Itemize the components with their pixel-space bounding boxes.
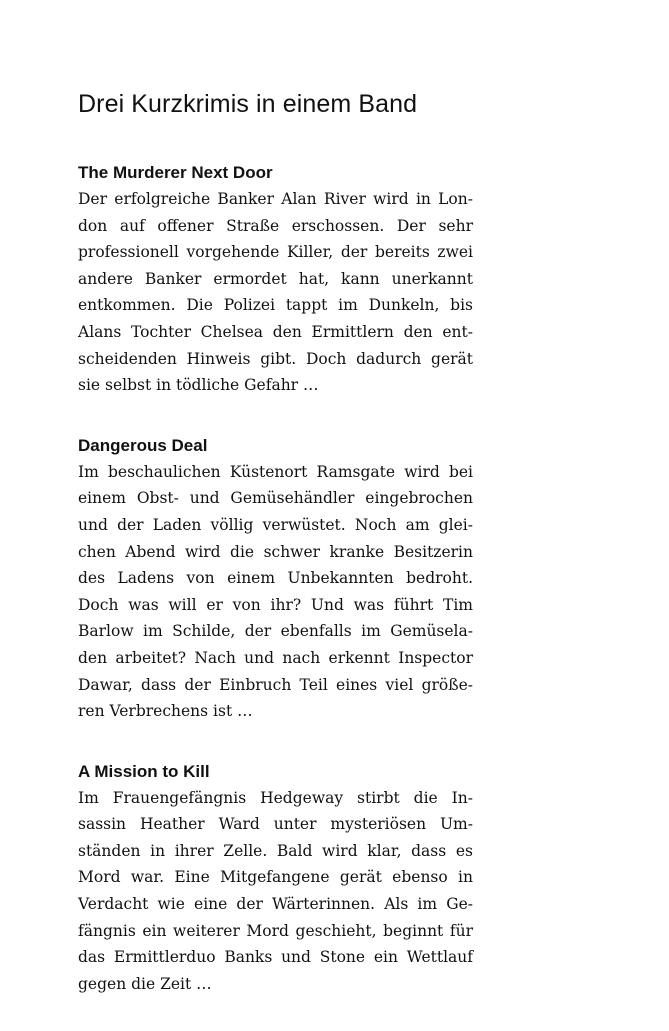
story-text-line: Im beschaulichen Küstenort Ramsgate wird bei <box>78 462 473 481</box>
story-dangerous-deal <box>78 433 473 725</box>
story-text-line: fängnis ein weiterer Mord geschieht, beginnt für <box>78 921 473 940</box>
story-text-line: entkommen. Die Polizei tappt im Dunkeln, bis <box>78 296 473 315</box>
story-text-line: ren Verbrechens ist … <box>78 702 253 721</box>
story-text-line: Verdacht wie eine der Wärterinnen. Als im Ge- <box>78 895 473 914</box>
story-text-line: das Ermittlerduo Banks und Stone ein Wettlauf <box>78 948 473 967</box>
story-text-line: sie selbst in tödliche Gefahr … <box>78 376 319 395</box>
story-text-line: Mord war. Eine Mitgefangene gerät ebenso in <box>78 868 473 887</box>
story-text-line: Der erfolgreiche Banker Alan River wird in Lon- <box>78 190 473 208</box>
story-text-line: Barlow im Schilde, der ebenfalls im Gemüsela- <box>78 622 473 641</box>
story-text-line: Doch was will er von ihr? Und was führt Tim <box>78 595 473 614</box>
story-text-line: Im Frauengefängnis Hedgeway stirbt die In- <box>78 788 473 807</box>
story-text-line: Alans Tochter Chelsea den Ermittlern den ent- <box>78 322 473 341</box>
story-text-line: sassin Heather Ward unter mysteriösen Um- <box>78 815 473 834</box>
story-text-line: ständen in ihrer Zelle. Bald wird klar, dass es <box>78 841 473 860</box>
story-title: The Murderer Next Door <box>78 163 273 182</box>
story-text-line: andere Banker ermordet hat, kann unerkannt <box>78 269 473 288</box>
story-text-line: scheidenden Hinweis gibt. Doch dadurch gerät <box>78 349 473 368</box>
story-text-line: einem Obst- und Gemüsehändler eingebrochen <box>78 489 473 508</box>
story-text-line: und der Laden völlig verwüstet. Noch am glei- <box>78 515 473 534</box>
story-text-line: den arbeitet? Nach und nach erkennt Inspector <box>78 648 473 667</box>
story-title: Dangerous Deal <box>78 435 208 455</box>
story-mission-to-kill <box>78 759 473 998</box>
story-text-line: gegen die Zeit … <box>78 974 212 993</box>
story-text-line: Dawar, dass der Einbruch Teil eines viel größe- <box>78 675 473 694</box>
story-text-line: chen Abend wird die schwer kranke Besitzerin <box>78 542 473 561</box>
story-title: A Mission to Kill <box>78 761 210 781</box>
story-text-line: des Ladens von einem Unbekannten bedroht. <box>78 569 473 588</box>
story-murderer-next-door <box>78 160 473 399</box>
story-text-line: professionell vorgehende Killer, der bereits zwei <box>78 243 473 262</box>
page-title: Drei Kurzkrimis in einem Band <box>78 90 418 118</box>
book-blurb-page <box>78 88 473 1031</box>
story-text-line: don auf offener Straße erschossen. Der sehr <box>78 216 473 235</box>
